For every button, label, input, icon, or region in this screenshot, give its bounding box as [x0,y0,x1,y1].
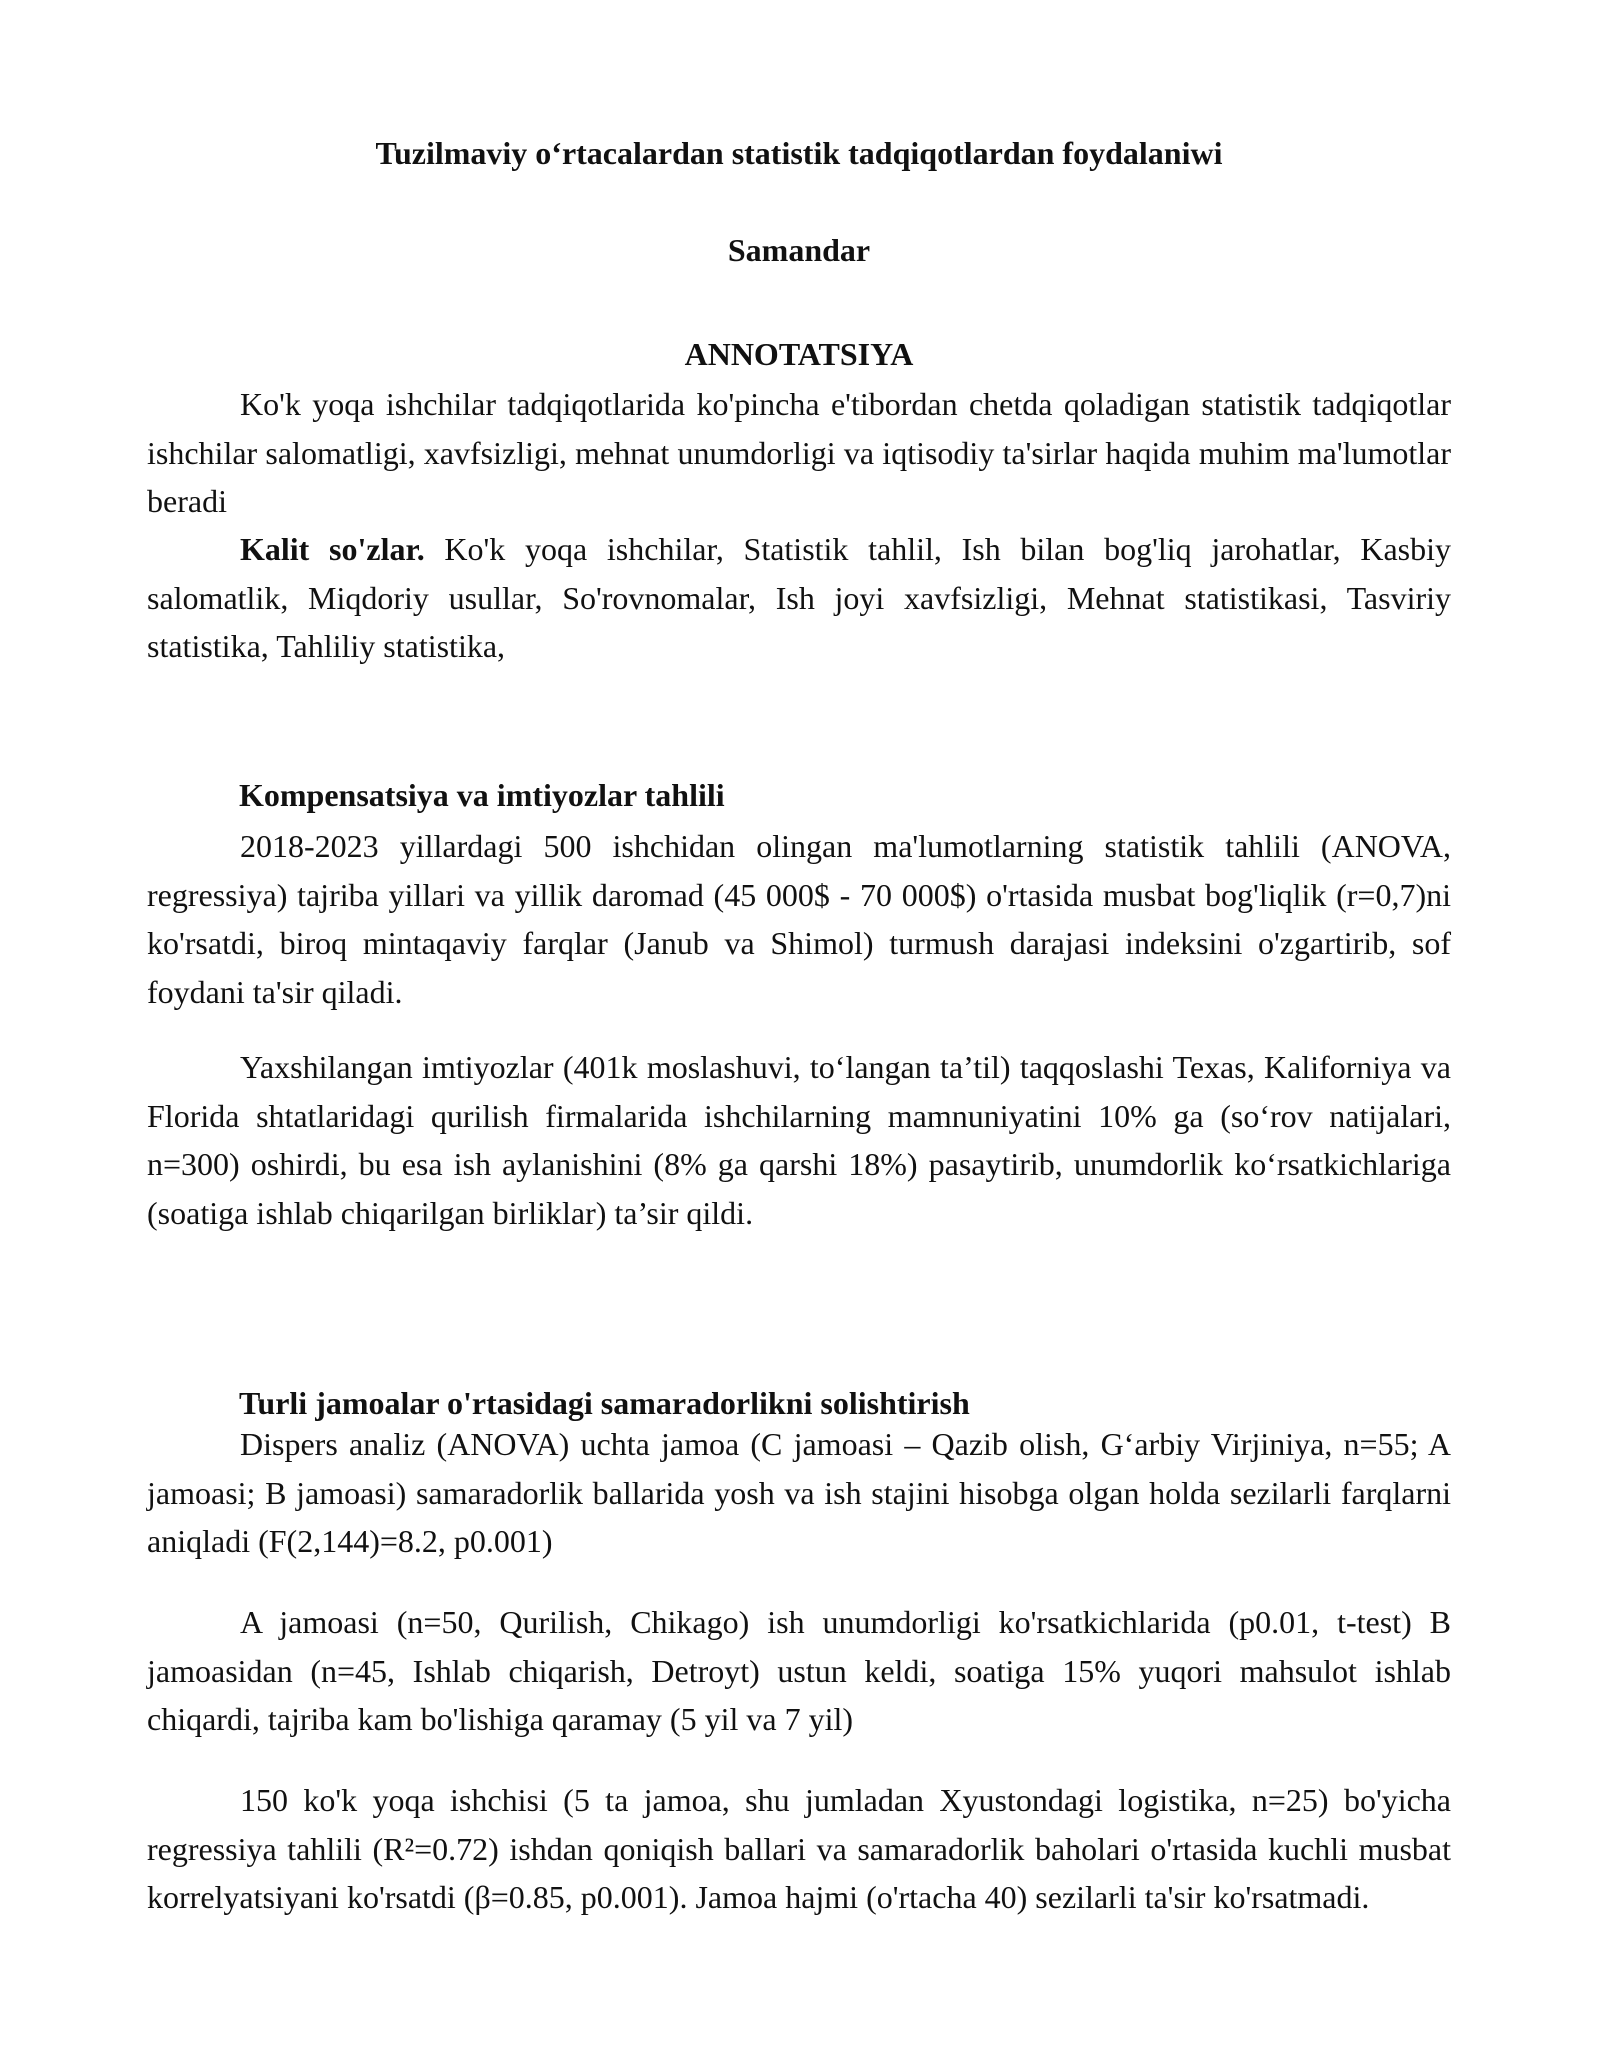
paragraph-teams-2: A jamoasi (n=50, Qurilish, Chikago) ish unumdorligi ko'rsatkichlarida (p0.01, t-test) B jamoasidan (n=45, Ishlab chiqarish, Detroyt) ustun keldi, soatiga 15% yuqori mahsulot ishlab chiqardi, tajriba kam bo'lishiga qaramay (5 yil va 7 yil) [147,1604,1451,1737]
paragraph-compensation-2: Yaxshilangan imtiyozlar (401k moslashuvi, to‘langan ta’til) taqqoslashi Texas, Kaliforniya va Florida shtatlaridagi qurilish firmalarida ishchilarning mamnuniyatini 10% ga (so‘rov natijalari, n=300) oshirdi, bu esa ish aylanishini (8% ga qarshi 18%) pasaytirib, unumdorlik ko‘rsatkichlariga (soatiga ishlab chiqarilgan birliklar) ta’sir qildi. [147,1049,1451,1231]
keywords-paragraph [147,525,1451,671]
keywords-label: Kalit so'zlar. [240,531,425,567]
paragraph-teams-3: 150 ko'k yoqa ishchisi (5 ta jamoa, shu jumladan Xyustondagi logistika, n=25) bo'yicha regressiya tahlili (R²=0.72) ishdan qoniqish ballari va samaradorlik baholari o'rtasida kuchli musbat korrelyatsiyani ko'rsatdi (β=0.85, p0.001). Jamoa hajmi (o'rtacha 40) sezilarli ta'sir ko'rsatmadi. [147,1782,1451,1915]
annotation-heading: ANNOTATSIYA [684,336,914,372]
author-name: Samandar [727,232,871,268]
paragraph-compensation-1: 2018-2023 yillardagi 500 ishchidan olingan ma'lumotlarning statistik tahlili (ANOVA, regressiya) tajriba yillari va yillik daromad (45 000$ - 70 000$) o'rtasida musbat bog'liqlik (r=0,7)ni ko'rsatdi, biroq mintaqaviy farqlar (Janub va Shimol) turmush darajasi indeksini o'zgartirib, sof foydani ta'sir qiladi. [147,828,1451,1010]
paragraph-teams-1: Dispers analiz (ANOVA) uchta jamoa (C jamoasi – Qazib olish, G‘arbiy Virjiniya, n=55; A jamoasi; B jamoasi) samaradorlik ballarida yosh va ish stajini hisobga olgan holda sezilarli farqlarni aniqladi (F(2,144)=8.2, p0.001) [147,1426,1451,1559]
section-heading-teams: Turli jamoalar o'rtasidagi samaradorlikni solishtirish [239,1385,970,1421]
keywords-list: Ko'k yoqa ishchilar, Statistik tahlil, Ish bilan bog'liq jarohatlar, Kasbiy salomatlik, Miqdoriy usullar, So'rovnomalar, Ish joyi xavfsizligi, Mehnat statistikasi, Tasviriy statistika, Tahliliy statistika, [147,531,1452,664]
section-heading-compensation: Kompensatsiya va imtiyozlar tahlili [239,777,725,813]
document-title: Tuzilmaviy o‘rtacalardan statistik tadqiqotlardan foydalaniwi [375,135,1223,171]
annotation-text: Ko'k yoqa ishchilar tadqiqotlarida ko'pincha e'tibordan chetda qoladigan statistik tadqiqotlar ishchilar salomatligi, xavfsizligi, mehnat unumdorligi va iqtisodiy ta'sirlar haqida muhim ma'lumotlar beradi [147,386,1451,519]
